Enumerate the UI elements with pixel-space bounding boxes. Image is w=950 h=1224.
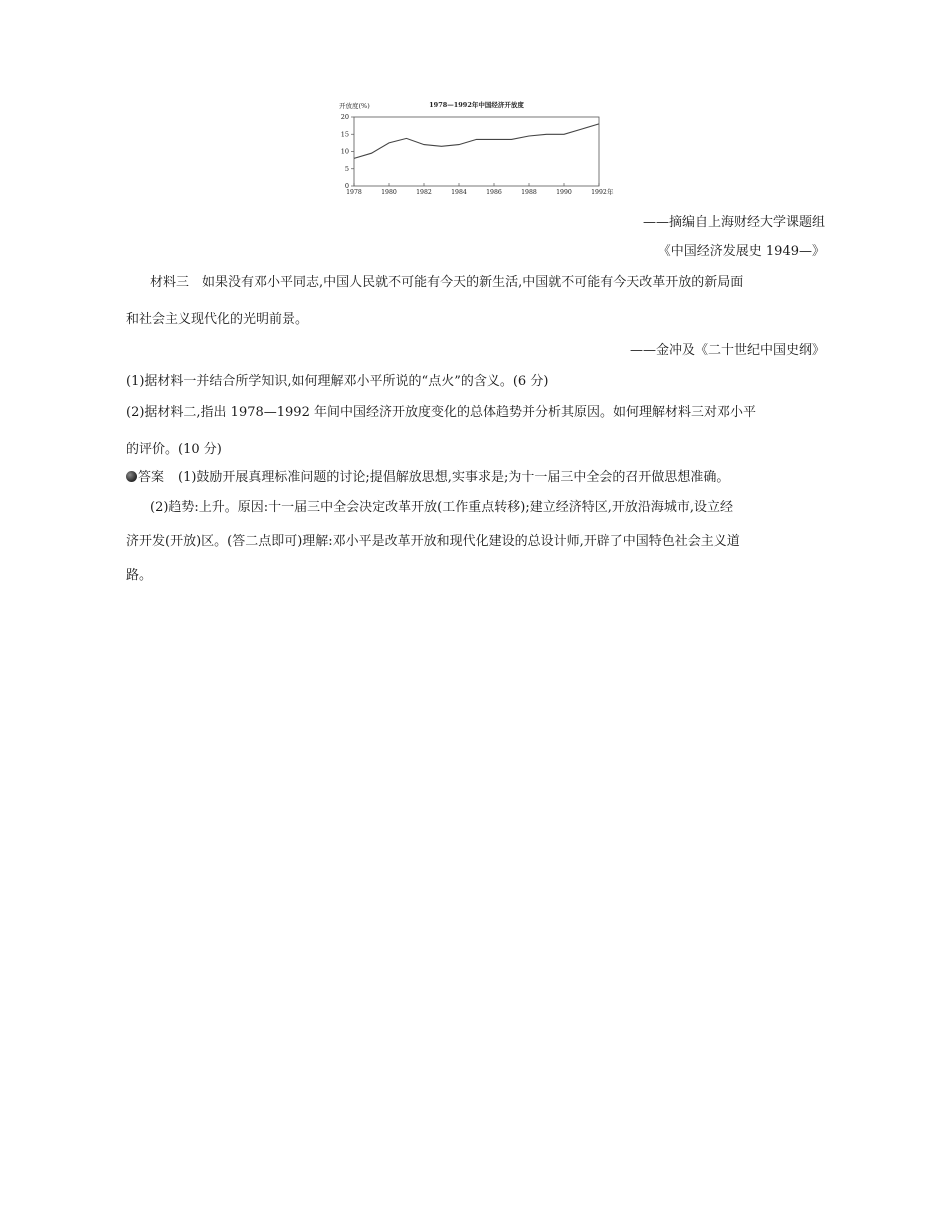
y-tick-label: 0 bbox=[344, 182, 349, 191]
answer-1: (1)鼓励开展真理标准问题的讨论;提倡解放思想,实事求是;为十一届三中全会的召开做思想准确。 bbox=[178, 470, 730, 485]
x-tick-label: 1984 bbox=[451, 189, 467, 196]
chart-title: 1978—1992年中国经济开放度 bbox=[429, 101, 524, 109]
question-2-line-2: 的评价。(10 分) bbox=[126, 442, 222, 457]
answer-line-1 bbox=[126, 468, 729, 488]
answer-2-line-2: 济开发(开放)区。(答二点即可)理解:邓小平是改革开放和现代化建设的总设计师,开辟了中国特色社会主义道 bbox=[126, 534, 740, 549]
y-tick-label: 15 bbox=[340, 130, 349, 139]
answer-icon bbox=[126, 471, 137, 482]
y-tick-label: 20 bbox=[340, 113, 349, 122]
source-line-1: ——摘编自上海财经大学课题组 bbox=[642, 215, 825, 230]
openness-series-line bbox=[354, 124, 599, 158]
x-tick-label: 1982 bbox=[416, 189, 432, 196]
answer-label: 答案 bbox=[138, 470, 165, 485]
openness-chart bbox=[336, 98, 616, 198]
x-tick-label: 1990 bbox=[556, 189, 572, 196]
answer-2-line-1: (2)趋势:上升。原因:十一届三中全会决定改革开放(工作重点转移);建立经济特区,开放沿海城市,设立经 bbox=[150, 500, 733, 515]
question-1: (1)据材料一并结合所学知识,如何理解邓小平所说的“点火”的含义。(6 分) bbox=[126, 374, 549, 389]
material3-line-1: 材料三 如果没有邓小平同志,中国人民就不可能有今天的新生活,中国就不可能有今天改革开放的新局面 bbox=[150, 275, 744, 290]
x-tick-label: 1988 bbox=[521, 189, 537, 196]
y-axis-label: 开放度(%) bbox=[339, 102, 370, 110]
answer-2-line-3: 路。 bbox=[126, 568, 153, 583]
x-tick-label: 1992 bbox=[591, 189, 607, 196]
x-tick-label: 1980 bbox=[381, 189, 397, 196]
x-tick-label: 1978 bbox=[346, 189, 362, 196]
question-2-line-1: (2)据材料二,指出 1978—1992 年间中国经济开放度变化的总体趋势并分析其原因。如何理解材料三对邓小平 bbox=[126, 405, 756, 420]
openness-chart-svg bbox=[336, 98, 616, 198]
y-tick-label: 10 bbox=[340, 147, 349, 156]
material3-line-2: 和社会主义现代化的光明前景。 bbox=[126, 312, 309, 327]
plot-frame bbox=[354, 117, 599, 186]
x-tick-label: 1986 bbox=[486, 189, 502, 196]
material3-source: ——金冲及《二十世纪中国史纲》 bbox=[629, 343, 825, 358]
source-line-2: 《中国经济发展史 1949—》 bbox=[657, 244, 825, 259]
x-axis-label: 年 bbox=[607, 188, 614, 196]
y-tick-label: 5 bbox=[344, 164, 349, 173]
